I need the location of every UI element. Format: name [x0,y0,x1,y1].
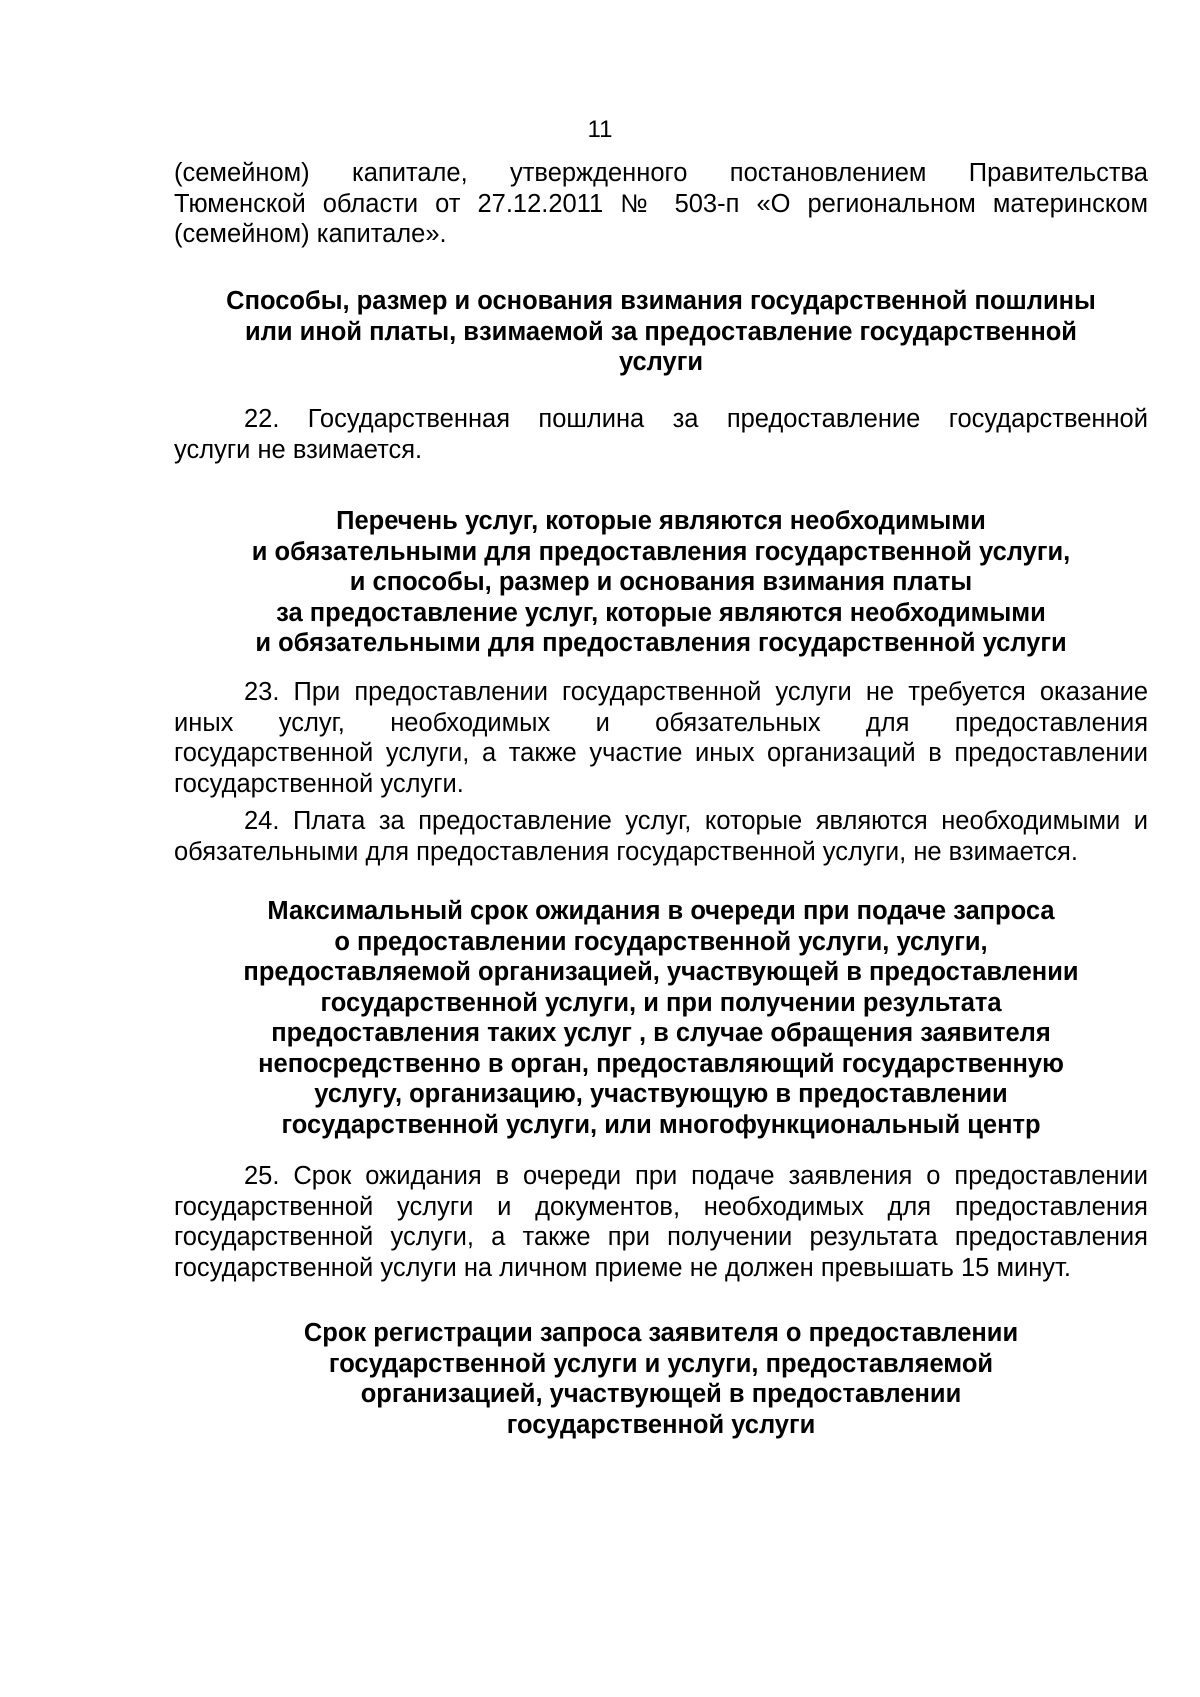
section-heading-registration [174,1318,1148,1440]
text-line: 23. При предоставлении государственной услуги не требуется оказание [244,678,1148,706]
heading-line: о предоставлении государственной услуги, услуги, [334,927,988,956]
text-line: обязательными для предоставления государственной услуги, не взимается. [174,837,1078,866]
heading-line: Способы, размер и основания взимания государственной пошлины [226,287,1096,315]
text-line: услуги не взимается. [174,435,423,464]
text-line: государственной услуги, а также при получении результата предоставления [174,1223,1148,1251]
paragraph-25 [174,1161,1148,1283]
text-line: Тюменской области от 27.12.2011 № 503-п «О региональном материнском [174,189,1148,218]
heading-line: непосредственно в орган, предоставляющий государственную [258,1049,1064,1078]
heading-line: государственной услуги, и при получении результата [320,988,1002,1017]
heading-line: и обязательными для предоставления государственной услуги, [251,537,1071,566]
heading-line: Срок регистрации запроса заявителя о предоставлении [303,1319,1019,1347]
text-line: 22. Государственная пошлина за предоставление государственной [244,405,1148,433]
heading-line: или иной платы, взимаемой за предоставление государственной [245,317,1077,346]
text-line: 24. Плата за предоставление услуг, которые являются необходимыми и [244,807,1148,835]
heading-line: организацией, участвующей в предоставлении [360,1380,962,1408]
intro-paragraph [174,158,1148,250]
heading-line: предоставления таких услуг , в случае обращения заявителя [271,1019,1051,1047]
paragraph-22 [174,404,1148,465]
heading-line: государственной услуги, или многофункциональный центр [281,1110,1041,1139]
heading-line: предоставляемой организацией, участвующей в предоставлении [243,958,1079,986]
heading-line: и обязательными для предоставления государственной услуги [255,629,1067,657]
paragraph-23 [174,677,1148,799]
heading-line: Максимальный срок ожидания в очереди при подаче запроса [267,897,1055,925]
page-number: 11 [587,116,613,143]
paragraph-24 [174,806,1148,867]
text-line: государственной услуги, а также участие иных организаций в предоставлении [174,739,1148,767]
heading-line: государственной услуги и услуги, предоставляемой [328,1349,994,1378]
section-heading-services [174,506,1148,659]
heading-line: за предоставление услуг, которые являются необходимыми [276,598,1046,627]
heading-line: услугу, организацию, участвующую в предоставлении [314,1080,1008,1108]
heading-line: услуги [618,348,704,376]
text-line: государственной услуги. [174,769,464,798]
heading-line: государственной услуги [506,1410,816,1439]
section-heading-queue [174,896,1148,1140]
section-heading-fee [174,286,1148,378]
text-line: иных услуг, необходимых и обязательных для предоставления [174,708,1148,737]
text-line: (семейном) капитале, утвержденного постановлением Правительства [174,159,1148,187]
heading-line: Перечень услуг, которые являются необходимыми [336,507,986,535]
heading-line: и способы, размер и основания взимания платы [349,568,973,596]
text-line: государственной услуги на личном приеме не должен превышать 15 минут. [174,1253,1071,1282]
text-line: 25. Срок ожидания в очереди при подаче заявления о предоставлении [244,1162,1148,1190]
text-line: (семейном) капитале». [174,220,447,248]
text-line: государственной услуги и документов, необходимых для предоставления [174,1192,1148,1221]
